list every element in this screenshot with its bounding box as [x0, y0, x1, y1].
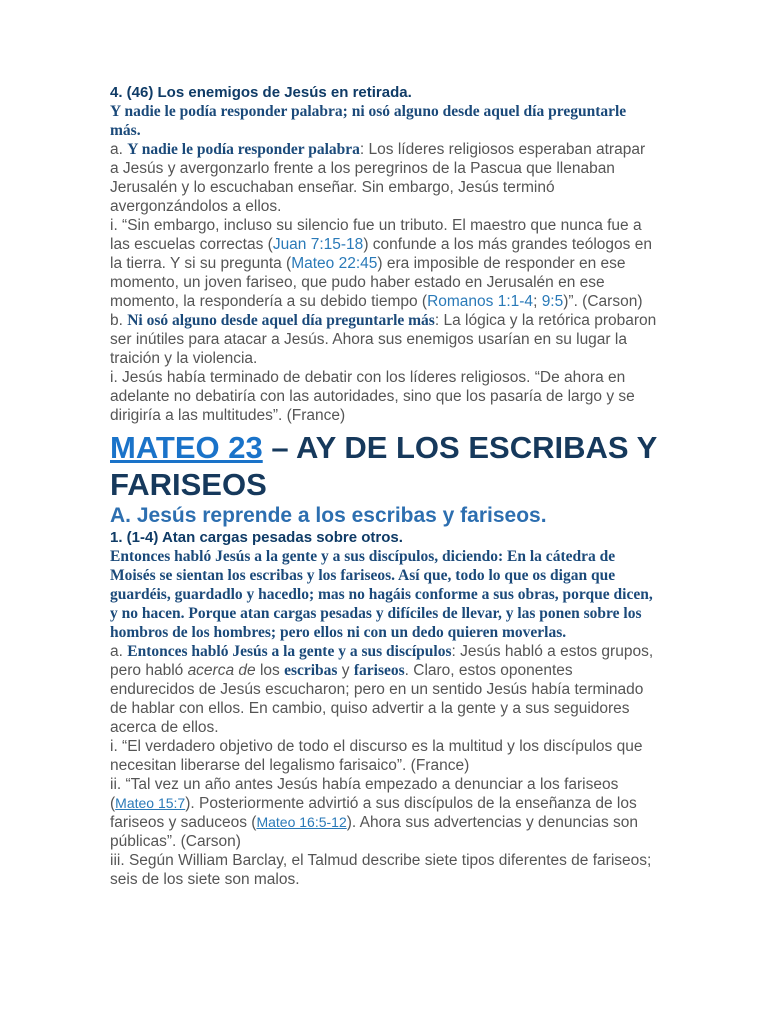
link-mateo-22-45[interactable]: Mateo 22:45	[291, 255, 378, 272]
subsection-1-note-iii: iii. Según William Barclay, el Talmud describe siete tipos diferentes de fariseos; seis de los siete son malos.	[110, 852, 652, 888]
sa-point-a-text-1: : Jesús habló a estos grupos, pero habló	[110, 643, 654, 679]
sa-point-a-prefix: a.	[110, 643, 128, 660]
subsection-1-verse: Entonces habló Jesús a la gente y a sus discípulos, diciendo: En la cátedra de Moisés se sientan los escribas y los fariseos. Así que, todo lo que os digan que guardéis, guardadlo y hacedlo; mas no hagáis conforme a sus obras, porque dicen, y no hacen. Porque atan cargas pesadas y difíciles de llevar, y las ponen sobre los hombros de los hombres; pero ellos ni con un dedo quieren moverlas.	[110, 548, 653, 641]
point-a-text: : Los líderes religiosos esperaban atrapar a Jesús y avergonzarlo frente a los peregrinos de la Pascua que llenaban Jerusalén y lo escuchaban enseñar. Sin embargo, Jesús terminó avergonzándolos a ellos.	[110, 141, 646, 215]
note-i-text-4: ;	[533, 293, 542, 310]
sa-point-a-quote: Entonces habló Jesús a la gente y a sus discípulos	[127, 643, 452, 660]
subsection-1-note-i: i. “El verdadero objetivo de todo el discurso es la multitud y los discípulos que necesitan liberarse del legalismo farisaico”. (France)	[110, 738, 643, 774]
note-ii-text-3: ). Ahora sus advertencias y denuncias son públicas”. (Carson)	[110, 814, 638, 850]
section-4-heading: 4. (46) Los enemigos de Jesús en retirada.	[110, 84, 412, 101]
note-ii-text-1: ii. “Tal vez un año antes Jesús había empezado a denunciar a los fariseos (	[110, 776, 619, 812]
chapter-title-text: – AY DE LOS ESCRIBAS Y FARISEOS	[110, 430, 657, 502]
point-a-prefix: a.	[110, 141, 128, 158]
link-romanos-1-1-4[interactable]: Romanos 1:1-4	[427, 293, 534, 310]
section-4-note-i-b: i. Jesús había terminado de debatir con los líderes religiosos. “De ahora en adelante no debatiría con las autoridades, sino que los pasaría de largo y se dirigiría a las multitudes”. (France)	[110, 369, 635, 424]
subsection-1-note-ii	[110, 775, 658, 851]
chapter-title	[110, 429, 658, 503]
chapter-link-mateo-23[interactable]: MATEO 23	[110, 430, 263, 465]
section-4-verse: Y nadie le podía responder palabra; ni osó alguno desde aquel día preguntarle más.	[110, 103, 627, 139]
sa-point-a-text-4: . Claro, estos oponentes endurecidos de Jesús escucharon; pero en un sentido Jesús había terminado de hablar con ellos. En cambio, quiso advertir a la gente y a sus seguidores acerca de ellos.	[110, 662, 644, 736]
point-b-quote: Ni osó alguno desde aquel día preguntarle más	[127, 312, 435, 329]
point-a-quote: Y nadie le podía responder palabra	[127, 141, 360, 158]
section-4-point-a	[110, 140, 658, 216]
section-4-note-i	[110, 216, 658, 311]
section-a-title: A. Jesús reprende a los escribas y fariseos.	[110, 504, 547, 527]
note-i-text-1: i. “Sin embargo, incluso su silencio fue un tributo. El maestro que nunca fue a las escuelas correctas (	[110, 217, 642, 253]
document-page	[110, 84, 658, 889]
point-b-text: : La lógica y la retórica probaron ser inútiles para atacar a Jesús. Ahora sus enemigos usarían en su lugar la traición y la violencia.	[110, 312, 657, 367]
note-i-text-2: ) confunde a los más grandes teólogos en la tierra. Y si su pregunta (	[110, 236, 652, 272]
section-4-point-b	[110, 311, 658, 368]
sa-point-a-emphasis: acerca de	[187, 662, 256, 679]
note-i-text-5: )”. (Carson)	[563, 293, 643, 310]
sa-point-a-quote-escribas: escribas	[284, 662, 338, 679]
link-juan-7-15-18[interactable]: Juan 7:15-18	[272, 236, 364, 253]
sa-point-a-quote-fariseos: fariseos	[353, 662, 405, 679]
subsection-1-point-a	[110, 642, 658, 737]
sa-point-a-text-3: y	[337, 662, 354, 679]
link-romanos-9-5[interactable]: 9:5	[541, 293, 564, 310]
link-mateo-15-7[interactable]: Mateo 15:7	[115, 795, 186, 811]
sa-point-a-text-2: los	[255, 662, 285, 679]
link-mateo-16-5-12[interactable]: Mateo 16:5-12	[256, 814, 347, 830]
point-b-prefix: b.	[110, 312, 128, 329]
note-i-text-3: ) era imposible de responder en ese momento, un joven fariseo, que pudo haber estado en Jerusalén en ese momento, la respondería a su debido tiempo (	[110, 255, 626, 310]
subsection-1-heading: 1. (1-4) Atan cargas pesadas sobre otros.	[110, 529, 403, 546]
note-ii-text-2: ). Posteriormente advirtió a sus discípulos de la enseñanza de los fariseos y saduceos (	[110, 795, 637, 831]
